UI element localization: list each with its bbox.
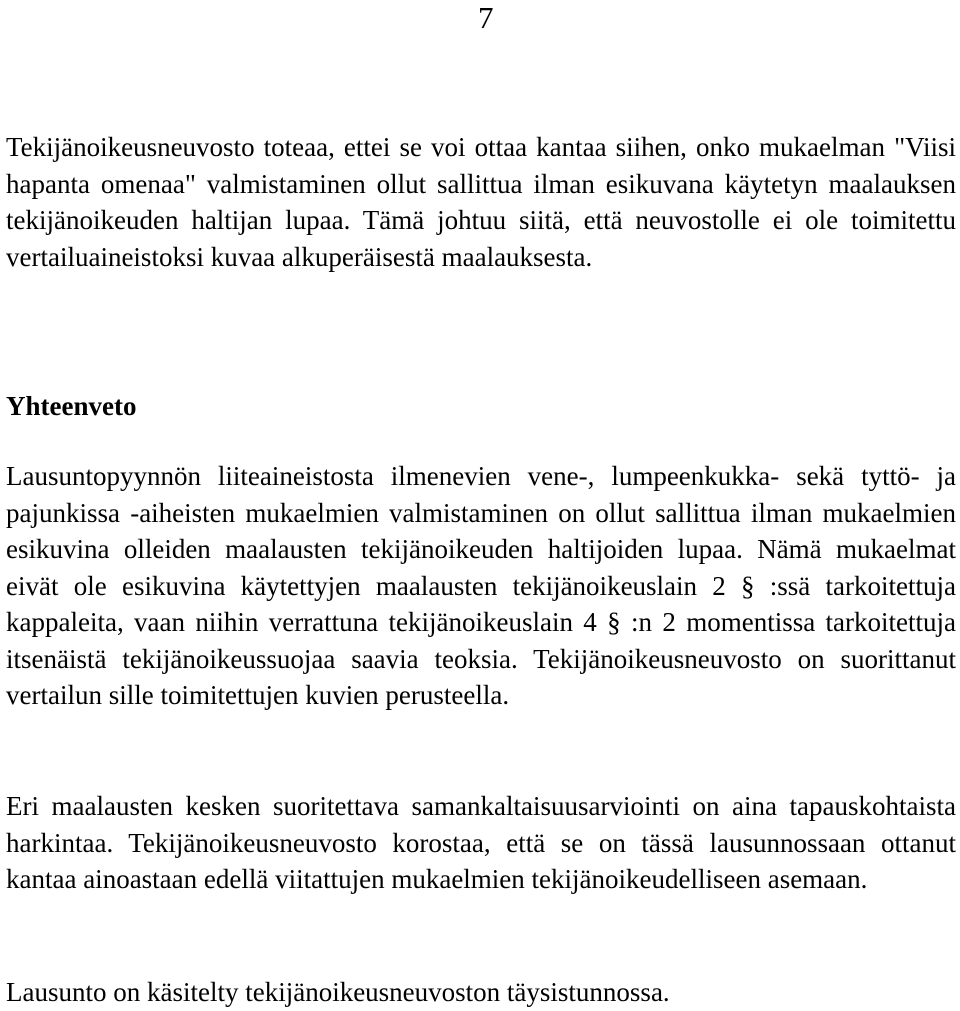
paragraph-opinion: Tekijänoikeusneuvosto toteaa, ettei se voi ottaa kantaa siihen, onko mukaelman "Viisi hapanta omenaa" valmistaminen ollut sallittua ilman esikuvana käytetyn maalauksen tekijänoikeuden haltijan lupaa. Tämä johtuu siitä, että neuvostolle ei ole toimitettu vertailuaineistoksi kuvaa alkuperäisestä maalauksesta. — [6, 132, 956, 272]
page-number: 7 — [478, 0, 494, 35]
paragraph-summary: Lausuntopyynnön liiteaineistosta ilmenevien vene-, lumpeenkukka- sekä tyttö- ja pajunkissa -aiheisten mukaelmien valmistaminen on ollut sallittua ilman mukaelmien esikuvina olleiden maalausten tekijänoikeuden haltijoiden lupaa. Nämä mukaelmat eivät ole esikuvina käytettyjen maalausten tekijänoikeuslain 2 § :ssä tarkoitettuja kappaleita, vaan niihin verrattuna tekijänoikeuslain 4 § :n 2 momentissa tarkoitettuja itsenäistä tekijänoikeussuojaa saavia teoksia. Tekijänoikeusneuvosto on suorittanut vertailun sille toimitettujen kuvien perusteella. — [6, 461, 956, 710]
paragraph-plenary: Lausunto on käsitelty tekijänoikeusneuvoston täysistunnossa. — [6, 977, 670, 1007]
section-heading: Yhteenveto — [6, 391, 137, 421]
paragraph-assessment: Eri maalausten kesken suoritettava samankaltaisuusarviointi on aina tapauskohtaista harkintaa. Tekijänoikeusneuvosto korostaa, että se on tässä lausunnossaan ottanut kantaa ainoastaan edellä viitattujen mukaelmien tekijänoikeudelliseen asemaan. — [6, 791, 956, 894]
